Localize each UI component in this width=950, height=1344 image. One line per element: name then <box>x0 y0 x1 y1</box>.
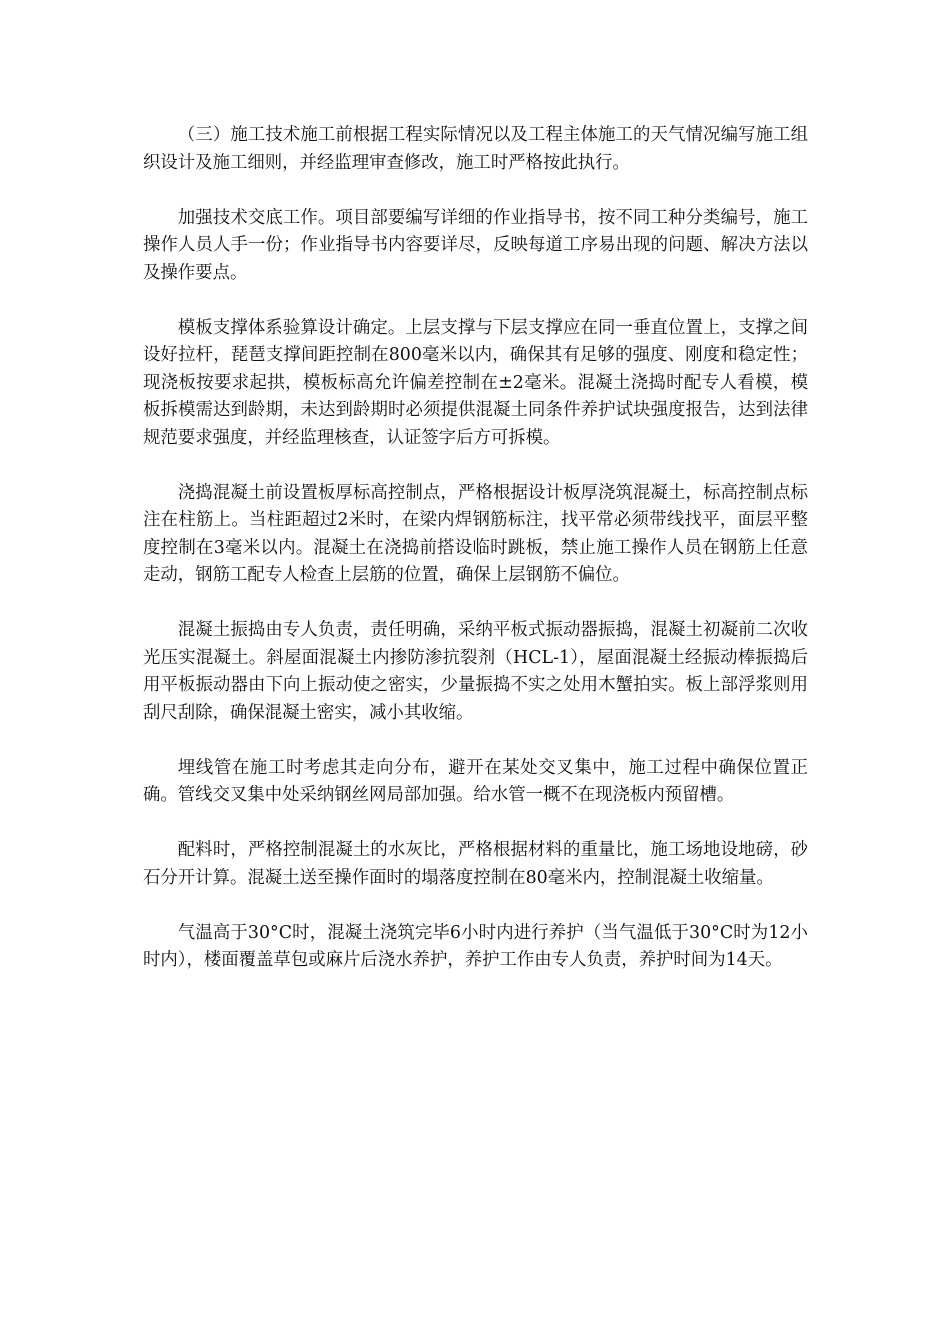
paragraph-construction-technique: （三）施工技术施工前根据工程实际情况以及工程主体施工的天气情况编写施工组织设计及施工细则，并经监理审查修改，施工时严格按此执行。 <box>143 125 808 173</box>
paragraph-concrete-pouring: 浇捣混凝土前设置板厚标高控制点，严格根据设计板厚浇筑混凝土，标高控制点标注在柱筋上。当柱距超过2米时，在梁内焊钢筋标注，找平常必须带线找平，面层平整度控制在3毫米以内。混凝土在浇捣前搭设临时跳板，禁止施工操作人员在钢筋上任意走动，钢筋工配专人检查上层筋的位置，确保上层钢筋不偏位。 <box>143 482 808 585</box>
paragraph-concrete-vibration: 混凝土振捣由专人负责，责任明确，采纳平板式振动器振捣，混凝土初凝前二次收光压实混凝土。斜屋面混凝土内掺防渗抗裂剂（HCL-1），屋面混凝土经振动棒振捣后用平板振动器由下向上振动使之密实，少量振捣不实之处用木蟹拍实。板上部浮浆则用刮尺刮除，确保混凝土密实，减小其收缩。 <box>143 620 808 723</box>
paragraph-technical-briefing: 加强技术交底工作。项目部要编写详细的作业指导书，按不同工种分类编号，施工操作人员人手一份；作业指导书内容要详尽，反映每道工序易出现的问题、解决方法以及操作要点。 <box>143 207 808 283</box>
paragraph-embedded-pipes: 埋线管在施工时考虑其走向分布，避开在某处交叉集中，施工过程中确保位置正确。管线交叉集中处采纳钢丝网局部加强。给水管一概不在现浇板内预留槽。 <box>143 757 808 805</box>
document-body <box>143 122 808 1002</box>
paragraph-curing: 气温高于30°C时，混凝土浇筑完毕6小时内进行养护（当气温低于30°C时为12小时内），楼面覆盖草包或麻片后浇水养护，养护工作由专人负责，养护时间为14天。 <box>143 922 808 970</box>
paragraph-batching: 配料时，严格控制混凝土的水灰比，严格根据材料的重量比，施工场地设地磅，砂石分开计算。混凝土送至操作面时的塌落度控制在80毫米内，控制混凝土收缩量。 <box>143 840 808 888</box>
paragraph-formwork-support: 模板支撑体系验算设计确定。上层支撑与下层支撑应在同一垂直位置上，支撑之间设好拉杆，琵琶支撑间距控制在800毫米以内，确保其有足够的强度、刚度和稳定性；现浇板按要求起拱，模板标高允许偏差控制在±2毫米。混凝土浇捣时配专人看模，模板拆模需达到龄期，未达到龄期时必须提供混凝土同条件养护试块强度报告，达到法律规范要求强度，并经监理核查，认证签字后方可拆模。 <box>143 317 808 448</box>
